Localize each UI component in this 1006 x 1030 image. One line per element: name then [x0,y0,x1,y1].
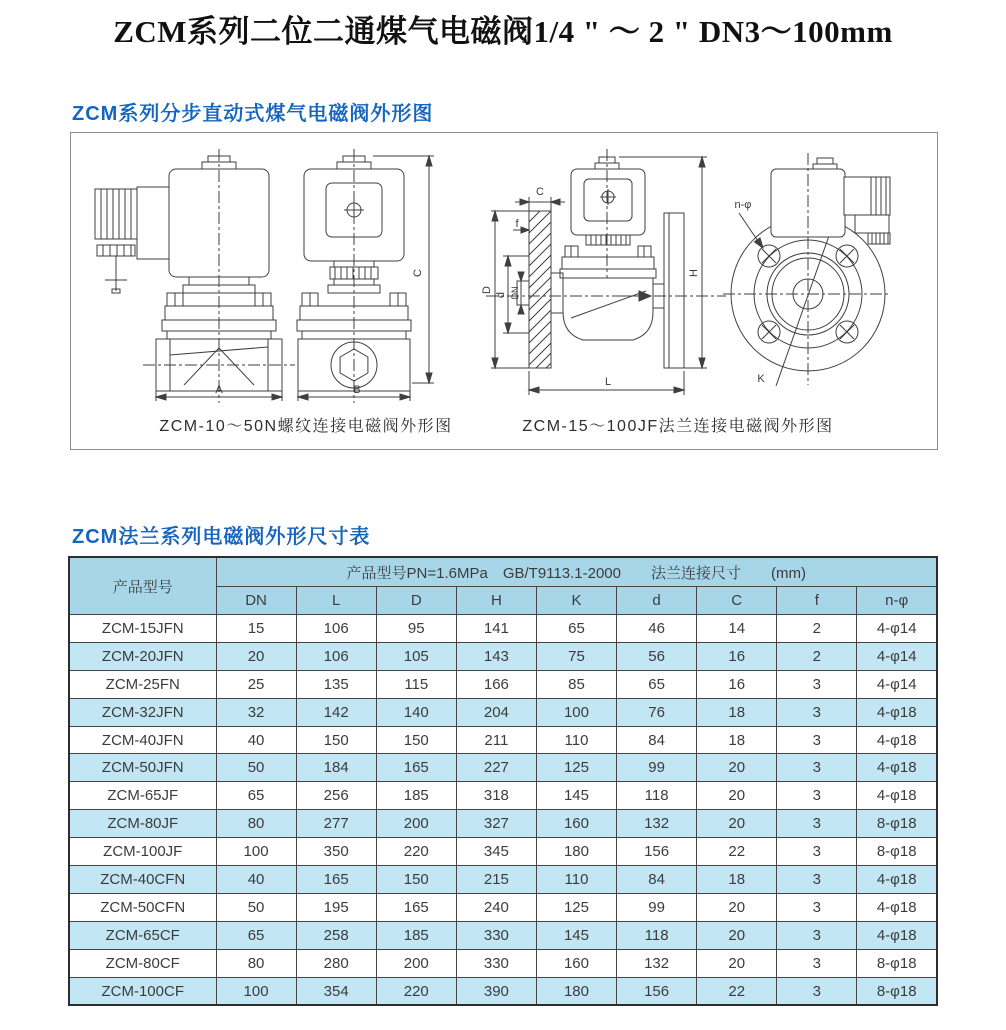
table-row [69,670,937,698]
value-cell: 8-φ18 [857,810,937,838]
table-row [69,782,937,810]
value-cell: 20 [697,810,777,838]
value-cell: 20 [697,893,777,921]
value-cell: 150 [376,726,456,754]
value-cell: 180 [536,977,616,1005]
value-cell: 65 [617,670,697,698]
value-cell: 76 [617,698,697,726]
column-header-cell: K [536,587,616,615]
model-cell: ZCM-50JFN [69,754,216,782]
table-row [69,726,937,754]
dim-label-d-upper: D [481,286,493,294]
model-cell: ZCM-40CFN [69,866,216,894]
value-cell: 180 [536,838,616,866]
value-cell: 160 [536,949,616,977]
merged-header-cell: 产品型号PN=1.6MPa GB/T9113.1-2000 法兰连接尺寸 (mm) [216,557,937,587]
value-cell: 132 [617,810,697,838]
value-cell: 220 [376,838,456,866]
value-cell: 20 [697,949,777,977]
table-row [69,921,937,949]
value-cell: 75 [536,642,616,670]
value-cell: 165 [376,754,456,782]
value-cell: 99 [617,893,697,921]
value-cell: 8-φ18 [857,977,937,1005]
value-cell: 145 [536,782,616,810]
model-cell: ZCM-100JF [69,838,216,866]
model-cell: ZCM-32JFN [69,698,216,726]
value-cell: 185 [376,782,456,810]
value-cell: 80 [216,949,296,977]
value-cell: 390 [456,977,536,1005]
value-cell: 354 [296,977,376,1005]
flanged-valve-front-view [723,153,891,386]
value-cell: 4-φ18 [857,782,937,810]
column-header-cell: D [376,587,456,615]
value-cell: 85 [536,670,616,698]
value-cell: 22 [697,977,777,1005]
value-cell: 3 [777,949,857,977]
value-cell: 145 [536,921,616,949]
value-cell: 8-φ18 [857,838,937,866]
model-cell: ZCM-50CFN [69,893,216,921]
value-cell: 118 [617,782,697,810]
value-cell: 184 [296,754,376,782]
dim-label-n-phi: n-φ [734,199,752,211]
value-cell: 3 [777,782,857,810]
value-cell: 2 [777,615,857,643]
value-cell: 3 [777,670,857,698]
value-cell: 4-φ14 [857,615,937,643]
dim-label-b: B [353,384,361,396]
dim-label-c-flange: C [536,186,544,198]
value-cell: 165 [376,893,456,921]
value-cell: 56 [617,642,697,670]
dim-label-a: A [215,384,223,396]
model-cell: ZCM-80JF [69,810,216,838]
dim-label-d-lower: d [495,291,507,299]
dim-label-l: L [604,376,612,388]
value-cell: 350 [296,838,376,866]
model-cell: ZCM-100CF [69,977,216,1005]
value-cell: 3 [777,921,857,949]
dim-label-f: f [515,218,519,230]
value-cell: 3 [777,754,857,782]
value-cell: 110 [536,726,616,754]
column-header-cell: L [296,587,376,615]
value-cell: 18 [697,698,777,726]
value-cell: 118 [617,921,697,949]
flanged-drawing-caption: ZCM-15～100JF法兰连接电磁阀外形图 [522,418,834,435]
value-cell: 20 [697,921,777,949]
value-cell: 106 [296,642,376,670]
value-cell: 200 [376,949,456,977]
value-cell: 84 [617,726,697,754]
table-section-heading: ZCM法兰系列电磁阀外形尺寸表 [72,526,371,548]
value-cell: 100 [216,838,296,866]
table-row [69,893,937,921]
table-row [69,810,937,838]
value-cell: 65 [216,782,296,810]
value-cell: 330 [456,921,536,949]
value-cell: 4-φ18 [857,921,937,949]
value-cell: 156 [617,838,697,866]
table-row [69,949,937,977]
value-cell: 15 [216,615,296,643]
column-header-cell: H [456,587,536,615]
value-cell: 25 [216,670,296,698]
value-cell: 115 [376,670,456,698]
value-cell: 20 [216,642,296,670]
value-cell: 166 [456,670,536,698]
value-cell: 318 [456,782,536,810]
table-row [69,977,937,1005]
value-cell: 4-φ18 [857,866,937,894]
valve-outline-drawings [71,133,937,449]
value-cell: 100 [536,698,616,726]
outline-drawing-box [70,132,938,450]
value-cell: 16 [697,670,777,698]
value-cell: 106 [296,615,376,643]
column-header-cell: n-φ [857,587,937,615]
value-cell: 215 [456,866,536,894]
value-cell: 125 [536,754,616,782]
value-cell: 2 [777,642,857,670]
corner-header-cell: 产品型号 [69,557,216,615]
table-row [69,866,937,894]
value-cell: 3 [777,977,857,1005]
table-row [69,838,937,866]
column-header-cell: d [617,587,697,615]
model-cell: ZCM-80CF [69,949,216,977]
value-cell: 135 [296,670,376,698]
value-cell: 22 [697,838,777,866]
value-cell: 18 [697,866,777,894]
value-cell: 3 [777,810,857,838]
model-cell: ZCM-20JFN [69,642,216,670]
value-cell: 4-φ14 [857,642,937,670]
value-cell: 84 [617,866,697,894]
value-cell: 40 [216,866,296,894]
value-cell: 211 [456,726,536,754]
threaded-drawing-caption: ZCM-10～50N螺纹连接电磁阀外形图 [159,418,453,435]
value-cell: 156 [617,977,697,1005]
value-cell: 200 [376,810,456,838]
value-cell: 330 [456,949,536,977]
value-cell: 110 [536,866,616,894]
value-cell: 4-φ18 [857,754,937,782]
value-cell: 165 [296,866,376,894]
value-cell: 16 [697,642,777,670]
value-cell: 4-φ18 [857,893,937,921]
table-header-row-merged [69,557,937,587]
column-header-cell: C [697,587,777,615]
value-cell: 142 [296,698,376,726]
value-cell: 195 [296,893,376,921]
value-cell: 65 [536,615,616,643]
value-cell: 4-φ14 [857,670,937,698]
table-row [69,642,937,670]
value-cell: 4-φ18 [857,698,937,726]
table-row [69,615,937,643]
value-cell: 40 [216,726,296,754]
dimension-table-body [69,615,937,1006]
value-cell: 3 [777,893,857,921]
table-row [69,754,937,782]
value-cell: 100 [216,977,296,1005]
value-cell: 18 [697,726,777,754]
value-cell: 32 [216,698,296,726]
value-cell: 4-φ18 [857,726,937,754]
dim-label-k: K [757,373,765,385]
value-cell: 125 [536,893,616,921]
value-cell: 280 [296,949,376,977]
value-cell: 95 [376,615,456,643]
value-cell: 3 [777,838,857,866]
dim-label-h: H [688,269,700,277]
value-cell: 277 [296,810,376,838]
value-cell: 80 [216,810,296,838]
value-cell: 150 [376,866,456,894]
value-cell: 256 [296,782,376,810]
value-cell: 150 [296,726,376,754]
value-cell: 160 [536,810,616,838]
value-cell: 141 [456,615,536,643]
model-cell: ZCM-65JF [69,782,216,810]
dim-label-dn: DN [510,286,520,300]
column-header-cell: f [777,587,857,615]
value-cell: 220 [376,977,456,1005]
value-cell: 132 [617,949,697,977]
column-header-cell: DN [216,587,296,615]
value-cell: 345 [456,838,536,866]
threaded-valve-front-view [95,149,295,403]
value-cell: 204 [456,698,536,726]
value-cell: 3 [777,698,857,726]
page-title: ZCM系列二位二通煤气电磁阀1/4 " ～ 2 " DN3～100mm [113,14,893,49]
value-cell: 240 [456,893,536,921]
value-cell: 327 [456,810,536,838]
flange-dimension-table [68,556,938,1006]
value-cell: 3 [777,866,857,894]
value-cell: 3 [777,726,857,754]
outline-section-heading: ZCM系列分步直动式煤气电磁阀外形图 [72,103,434,125]
value-cell: 140 [376,698,456,726]
dim-label-c-height: C [412,269,424,277]
value-cell: 20 [697,782,777,810]
model-cell: ZCM-25FN [69,670,216,698]
model-cell: ZCM-65CF [69,921,216,949]
value-cell: 258 [296,921,376,949]
table-row [69,698,937,726]
value-cell: 8-φ18 [857,949,937,977]
model-cell: ZCM-40JFN [69,726,216,754]
value-cell: 105 [376,642,456,670]
value-cell: 65 [216,921,296,949]
value-cell: 14 [697,615,777,643]
value-cell: 20 [697,754,777,782]
model-cell: ZCM-15JFN [69,615,216,643]
value-cell: 99 [617,754,697,782]
value-cell: 227 [456,754,536,782]
value-cell: 185 [376,921,456,949]
value-cell: 50 [216,893,296,921]
value-cell: 46 [617,615,697,643]
value-cell: 50 [216,754,296,782]
flange-hatching [529,211,551,368]
value-cell: 143 [456,642,536,670]
